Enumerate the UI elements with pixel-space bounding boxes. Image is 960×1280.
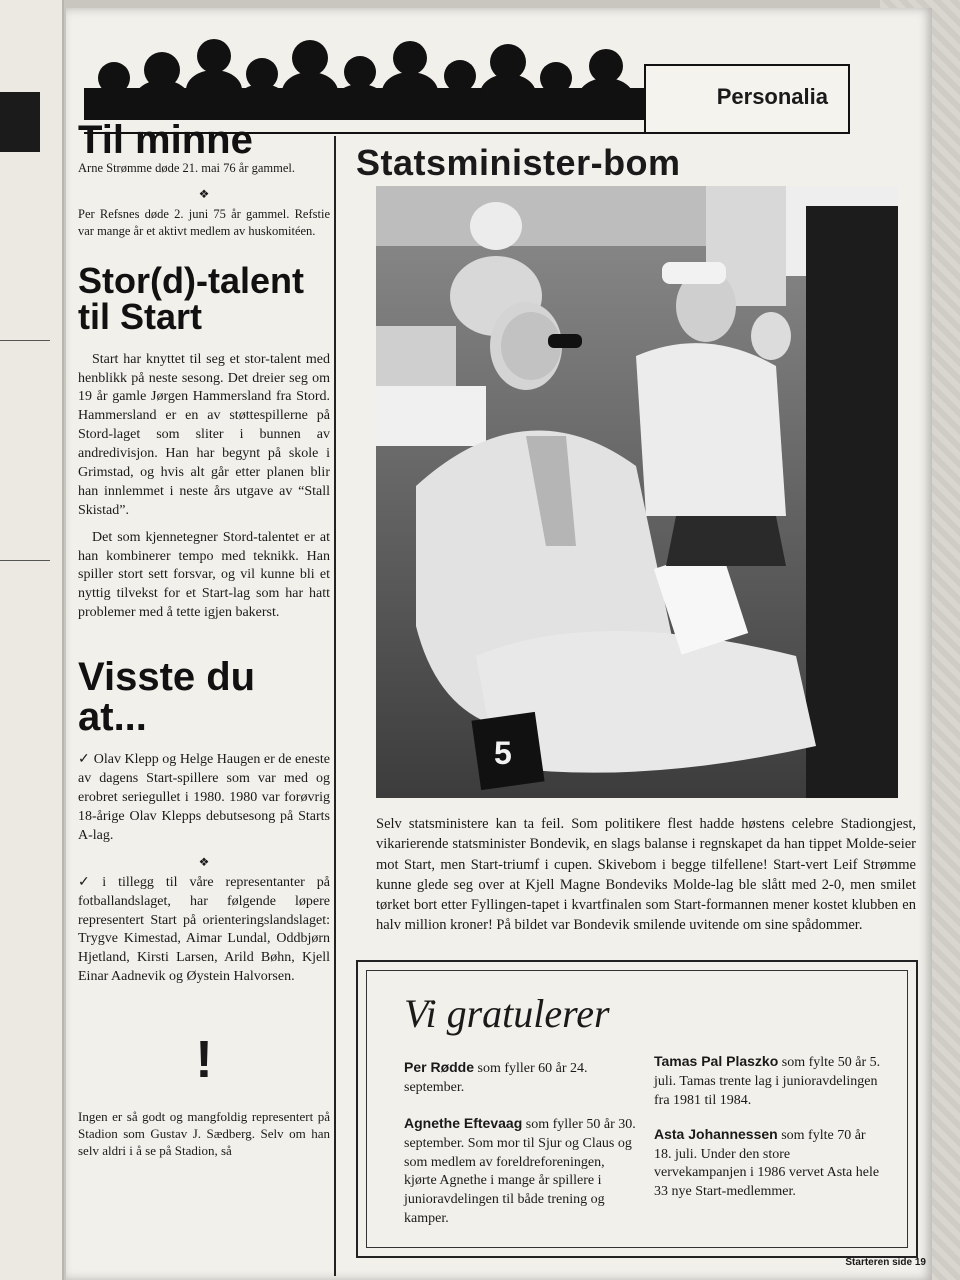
statsminister-headline: Statsminister-bom xyxy=(356,142,681,183)
exclamation-mark: ! xyxy=(195,1031,213,1090)
article-paragraph: Det som kjennetegner Stord-talentet er at han kombinerer tempo med teknikk. Han spiller stort sett forsvar, og vil kunne bli et nyttig tilvekst for et Start-lag som har hatt problemer med å tette igjen bakerst. xyxy=(78,529,330,621)
entry-text: som fyller 60 år 24. september. xyxy=(404,1061,588,1095)
left-column xyxy=(78,116,330,1168)
visste-du-body xyxy=(78,751,330,1160)
fact-item: Olav Klepp og Helge Haugen er de eneste av dagens Start-spillere som var med og erobret seriegullet i 1980. 1980 var forøvrig 18-årige Olav Klepps debutsesong på Starts A-lag. xyxy=(78,752,331,843)
stord-headline: Stor(d)-talent til Start xyxy=(78,259,304,337)
entry-name: Agnethe Eftevaag xyxy=(404,1114,523,1131)
congratulation-entry xyxy=(654,1125,886,1203)
congratulations-left-column xyxy=(404,1058,636,1243)
previous-page-edge xyxy=(0,0,64,1280)
entry-text: som fylte 70 år 18. juli. Under den store vervekampanjen i 1986 vervet Asta hele 33 nye Start-medlemmer. xyxy=(654,1127,880,1200)
photo-caption: Selv statsministere kan ta feil. Som politikere flest hadde høstens celebre Stadiongjest, vikarierende statsminister Bondevik, en slags balanse i regnskapet da han tippet Molde-seier mot Start, men Start-triumf i cupen. Skivebom i begge tilfellene! Start-vert Leif Strømme kunne glede seg over at Kjell Magne Bondeviks Molde-lag ble slått med 2-0, men smilet tørket bort etter Fyllingen-tapet i kvartfinalen som Start-formannen mener kostet klubben en halv million kroner! På bildet var Bondevik smilende uvitende om sine spådommer. xyxy=(376,816,916,934)
previous-page-black-bar xyxy=(0,92,40,152)
til-minne-text xyxy=(78,160,330,241)
congratulation-entry xyxy=(404,1058,636,1098)
diamond-separator-icon: ❖ xyxy=(198,854,210,869)
section-title: Personalia xyxy=(716,84,828,109)
fact-item: i tillegg til våre representanter på fotballandslaget, har følgende løpere representert Start på orienteringslandslaget: Trygve Kimestad, Aimar Lundal, Oddbjørn Hjetland, Kirsti Larsen, Arild Bøhn, Kjell Einar Aadnevik og Øystein Halvorsen. xyxy=(78,874,331,985)
magazine-page xyxy=(66,8,932,1280)
entry-text: som fylte 50 år 5. juli. Tamas trente lag i junioravdelingen fra 1981 til 1984. xyxy=(654,1055,881,1108)
crowd-silhouette-graphic xyxy=(84,28,644,120)
congratulations-box xyxy=(356,960,918,1258)
stadium-spectators-image xyxy=(376,186,898,798)
page-footer: Starteren side 19 xyxy=(845,1257,926,1268)
entry-name: Asta Johannessen xyxy=(654,1125,778,1142)
column-divider xyxy=(334,136,336,1276)
congratulations-right-column xyxy=(654,1052,886,1216)
article-tail-text: Ingen er så godt og mangfoldig representert på Stadion som Gustav J. Sædberg. Selv om han selv aldri i å se på Stadion, så xyxy=(78,1109,330,1159)
til-minne-headline: Til minne xyxy=(78,118,253,162)
stadium-photo xyxy=(376,186,898,798)
entry-name: Per Rødde xyxy=(404,1059,475,1075)
congratulation-entry xyxy=(654,1052,886,1111)
til-minne-entry: Per Refsnes døde 2. juni 75 år gammel. Refstie var mange år et aktivt medlem av huskomitéen. xyxy=(78,206,330,239)
entry-text: som fyller 50 år 30. september. Som mor til Sjur og Claus og som medlem av foreldreforeningen, kjørte Agnethe i mange år spillere i junioravdelingen til både trening og kamper. xyxy=(404,1116,636,1227)
entry-name: Tamas Pal Plaszko xyxy=(654,1053,779,1069)
checkmark-icon: ✓ xyxy=(78,752,90,768)
congratulations-title: Vi gratulerer xyxy=(404,991,610,1036)
stord-article-body xyxy=(78,351,330,623)
seat-number: 5 xyxy=(494,735,512,771)
visste-du-headline: Visste du at... xyxy=(78,655,256,740)
til-minne-entry: Arne Strømme døde 21. mai 76 år gammel. xyxy=(78,161,295,175)
diamond-separator-icon: ❖ xyxy=(198,186,210,201)
section-header-box xyxy=(644,64,850,134)
previous-page-rule xyxy=(0,560,50,561)
previous-page-rule xyxy=(0,340,50,341)
congratulation-entry xyxy=(404,1114,636,1229)
article-paragraph: Start har knyttet til seg et stor-talent med henblikk på neste sesong. Det dreier seg om 19 år gamle Jørgen Hammersland fra Stord. Hammersland er en av støttespillerne på Stord-laget som sliter i bunnen av andredivisjon. Han har begynt på skole i Grimstad, og hvis alt går etter planen blir han innlemmet i neste års utgave av “Stall Skistad”. xyxy=(78,351,330,518)
checkmark-icon: ✓ xyxy=(78,874,99,890)
